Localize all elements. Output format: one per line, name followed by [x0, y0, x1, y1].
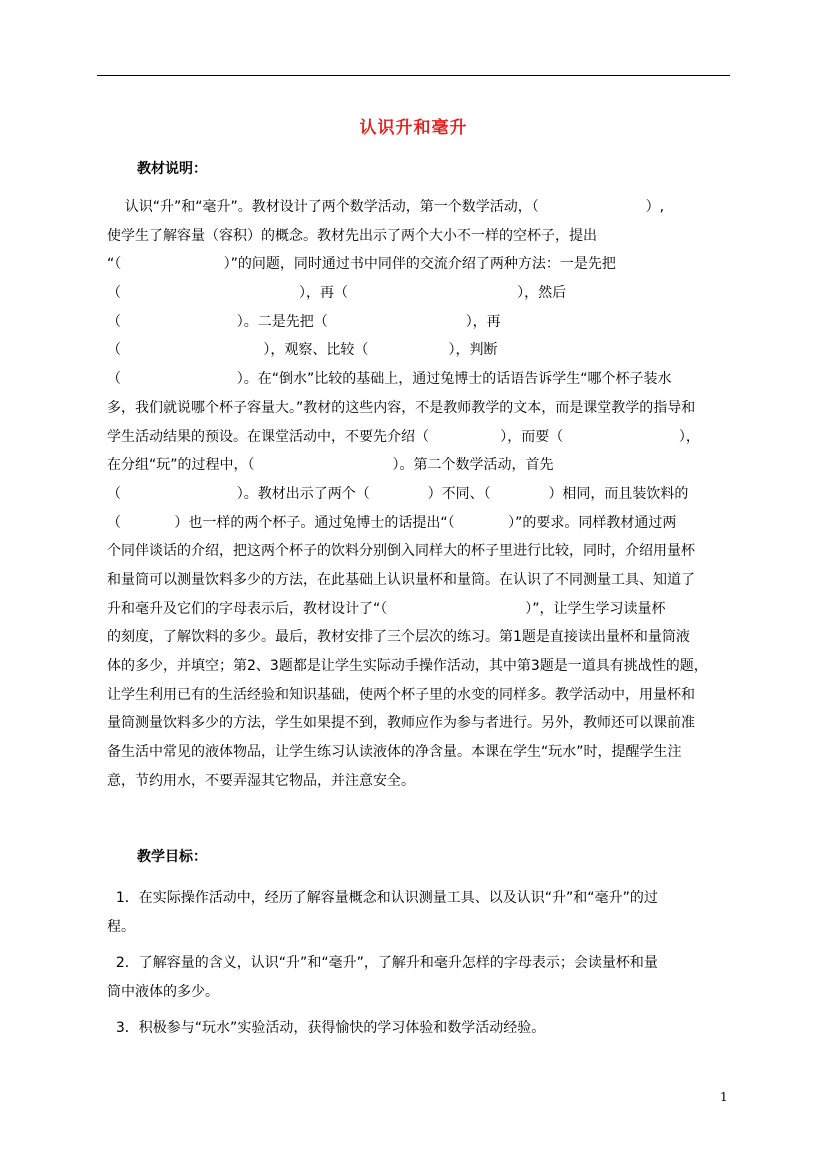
- text-segment: 学生活动结果的预设。在课堂活动中，不要先介绍（: [107, 428, 429, 445]
- fill-in-blank: [121, 486, 237, 502]
- text-segment: 使学生了解容量（容积）的概念。教材先出示了两个大小不一样的空杯子，提出: [107, 227, 597, 244]
- text-segment: ）”的问题，同时通过书中同伴的交流介绍了两种方法：一是先把: [223, 256, 616, 273]
- paragraph-line: [107, 709, 721, 738]
- paragraph-line: [107, 451, 721, 480]
- fill-in-blank: [429, 429, 500, 445]
- text-segment: （: [107, 514, 121, 531]
- text-segment: （: [107, 342, 121, 359]
- fill-in-blank: [328, 314, 466, 330]
- text-segment: 意，节约用水，不要弄湿其它物品，并注意安全。: [107, 772, 415, 789]
- text-segment: ）也一样的两个杯子。通过兔博士的话提出“（: [174, 514, 455, 531]
- text-segment: 个同伴谈话的介绍，把这两个杯子的饮料分别倒入同样大的杯子里进行比较，同时，介绍用量杯: [107, 543, 695, 560]
- text-segment: ），观察、比较（: [263, 342, 369, 359]
- paragraph-line: [107, 566, 721, 595]
- paragraph-line: [107, 394, 721, 423]
- text-segment: （: [107, 371, 121, 388]
- header-rule: [97, 75, 730, 76]
- objective-item: [107, 949, 721, 1006]
- paragraph-line: [107, 537, 721, 566]
- fill-in-blank: [121, 515, 174, 531]
- paragraph-line: [107, 308, 721, 337]
- fill-in-blank: [121, 285, 299, 301]
- text-segment: ）相同，而且装饮料的: [548, 485, 689, 502]
- objective-item: [107, 884, 721, 941]
- text-segment: ），判断: [448, 342, 498, 359]
- paragraph-line: [107, 193, 721, 222]
- text-segment: ）。教材出示了两个（: [236, 485, 370, 502]
- text-segment: ），然后: [517, 285, 567, 302]
- text-segment: 升和毫升及它们的字母表示后，教材设计了“（: [107, 600, 388, 617]
- text-segment: ），而要（: [500, 428, 564, 445]
- text-segment: （: [107, 285, 121, 302]
- text-segment: 多，我们就说哪个杯子容量大。”教材的这些内容，不是教师教学的文本，而是课堂教学的指导和: [107, 399, 696, 416]
- paragraph-line: [107, 480, 721, 509]
- text-segment: ）”的要求。同样教材通过两: [508, 514, 677, 531]
- text-segment: 认识“升”和“毫升”。教材设计了两个数学活动，第一个数学活动，（: [107, 199, 539, 215]
- fill-in-blank: [563, 429, 679, 445]
- paragraph-line: [107, 365, 721, 394]
- text-segment: （: [107, 485, 121, 502]
- text-segment: ）,: [645, 199, 665, 215]
- text-segment: ），再: [465, 313, 501, 330]
- text-segment: ）”，让学生学习读量杯: [525, 600, 666, 617]
- text-segment: ）不同、（: [427, 485, 491, 502]
- objective-line: 筒中液体的多少。: [107, 983, 219, 1000]
- paragraph-line: [107, 623, 721, 652]
- text-segment: ）。二是先把（: [236, 313, 328, 330]
- paragraph-line: [107, 250, 721, 279]
- text-segment: ），: [678, 428, 700, 445]
- paragraph-line: [107, 423, 721, 452]
- fill-in-blank: [387, 601, 525, 617]
- paragraph-line: [107, 336, 721, 365]
- paragraph-line: [107, 595, 721, 624]
- textbook-notes-paragraph: [107, 193, 721, 795]
- fill-in-blank: [539, 199, 646, 215]
- paragraph-line: [107, 767, 721, 796]
- text-segment: “（: [107, 256, 122, 273]
- text-segment: （: [107, 313, 121, 330]
- fill-in-blank: [121, 256, 223, 272]
- fill-in-blank: [121, 314, 237, 330]
- objective-line: 1．在实际操作活动中，经历了解容量概念和认识测量工具、以及认识“升”和“毫升”的过: [107, 890, 658, 906]
- paragraph-line: [107, 652, 721, 681]
- section-heading-teaching-objectives: 教学目标：: [137, 849, 207, 865]
- objective-item: [107, 1014, 721, 1043]
- paragraph-line: [107, 681, 721, 710]
- page-number: 1: [720, 1090, 728, 1104]
- text-segment: 体的多少，并填空；第2、3题都是让学生实际动手操作活动，其中第3题是一道具有挑战性的题，: [107, 658, 708, 674]
- objective-line: 3．积极参与“玩水”实验活动，获得愉快的学习体验和数学活动经验。: [107, 1020, 546, 1036]
- paragraph-line: [107, 279, 721, 308]
- paragraph-line: [107, 222, 721, 251]
- text-segment: 的刻度，了解饮料的多少。最后，教材安排了三个层次的练习。第1题是直接读出量杯和量筒液: [107, 629, 690, 646]
- fill-in-blank: [455, 515, 508, 531]
- section-heading-textbook-notes: 教材说明：: [137, 161, 207, 177]
- fill-in-blank: [370, 486, 428, 502]
- text-segment: ）。第二个数学活动，首先: [392, 457, 554, 474]
- text-segment: ）。在“倒水”比较的基础上，通过兔博士的话语告诉学生“哪个杯子装水: [236, 371, 672, 388]
- text-segment: 在分组“玩”的过程中，（: [107, 457, 255, 474]
- fill-in-blank: [491, 486, 549, 502]
- fill-in-blank: [368, 342, 448, 358]
- fill-in-blank: [255, 457, 393, 473]
- fill-in-blank: [121, 342, 263, 358]
- text-segment: 让学生利用已有的生活经验和知识基础，使两个杯子里的水变的同样多。教学活动中，用量杯和: [107, 686, 695, 703]
- document-title: 认识升和毫升: [359, 118, 468, 138]
- paragraph-line: [107, 509, 721, 538]
- objective-line: 2．了解容量的含义，认识“升”和“毫升”，了解升和毫升怎样的字母表示；会读量杯和量: [107, 955, 658, 971]
- fill-in-blank: [121, 371, 237, 387]
- fill-in-blank: [348, 285, 517, 301]
- paragraph-line: [107, 738, 721, 767]
- objective-line: 程。: [107, 918, 135, 935]
- text-segment: ），再（: [299, 285, 349, 302]
- text-segment: 备生活中常见的液体物品，让学生练习认读液体的净含量。本课在学生“玩水”时，提醒学生注: [107, 744, 682, 761]
- text-segment: 量筒测量饮料多少的方法，学生如果提不到，教师应作为参与者进行。另外，教师还可以课前准: [107, 715, 695, 732]
- text-segment: 和量筒可以测量饮料多少的方法，在此基础上认识量杯和量筒。在认识了不同测量工具、知道了: [107, 571, 695, 588]
